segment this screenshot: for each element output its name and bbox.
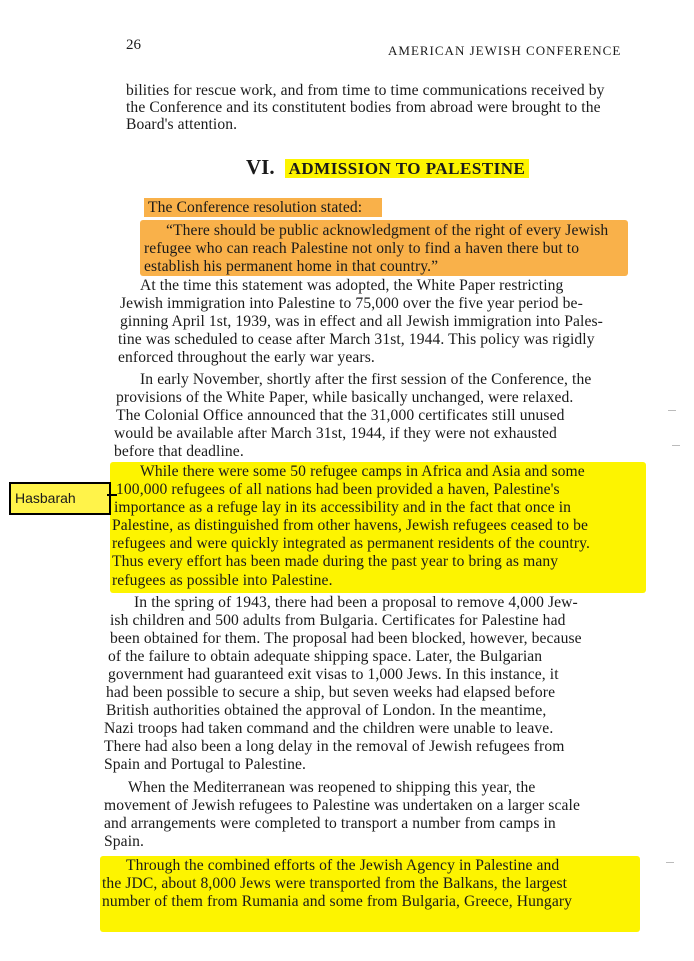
- scan-mark: [666, 862, 674, 863]
- text-line: At the time this statement was adopted, the White Paper restricting: [140, 277, 564, 294]
- text-line: ginning April 1st, 1939, was in effect and all Jewish immigration into Pales-: [120, 313, 603, 330]
- text-line: Spain and Portugal to Palestine.: [104, 756, 306, 773]
- text-line: Through the combined efforts of the Jewish Agency in Palestine and: [126, 857, 560, 874]
- text-line: Thus every effort has been made during the past year to bring as many: [112, 553, 559, 570]
- text-line: “There should be public acknowledgment of the right of every Jewish: [166, 222, 609, 239]
- running-head: AMERICAN JEWISH CONFERENCE: [388, 43, 622, 58]
- text-line: 100,000 refugees of all nations had been provided a haven, Palestine's: [116, 481, 560, 498]
- text-line: When the Mediterranean was reopened to shipping this year, the: [128, 779, 536, 796]
- hasbarah-annotation: Hasbarah: [9, 482, 111, 515]
- text-line: The Colonial Office announced that the 31,000 certificates still unused: [116, 407, 565, 424]
- text-line: enforced throughout the early war years.: [118, 349, 375, 366]
- text-line: ish children and 500 adults from Bulgaria. Certificates for Palestine had: [110, 612, 566, 629]
- text-line: refugees as possible into Palestine.: [112, 572, 333, 589]
- text-line: and arrangements were completed to transport a number from camps in: [104, 815, 556, 832]
- text-line: British authorities obtained the approval of London. In the meantime,: [106, 702, 547, 719]
- text-line: the Conference and its constitutent bodies from abroad were brought to the: [126, 99, 601, 116]
- text-line: had been possible to secure a ship, but seven weeks had elapsed before: [106, 684, 556, 701]
- text-line: before that deadline.: [114, 443, 244, 460]
- text-line: In the spring of 1943, there had been a proposal to remove 4,000 Jew-: [134, 594, 578, 611]
- text-line: There had also been a long delay in the removal of Jewish refugees from: [104, 738, 565, 755]
- text-line: the JDC, about 8,000 Jews were transported from the Balkans, the largest: [102, 875, 568, 892]
- text-line: refugees and were quickly integrated as permanent residents of the country.: [112, 535, 591, 552]
- section-title: ADMISSION TO PALESTINE: [285, 159, 530, 178]
- text-line: tine was scheduled to cease after March 31st, 1944. This policy was rigidly: [118, 331, 595, 348]
- text-line: The Conference resolution stated:: [148, 199, 363, 216]
- text-line: Jewish immigration into Palestine to 75,000 over the five year period be-: [120, 295, 583, 312]
- section-heading: [246, 155, 529, 180]
- text-line: Spain.: [104, 833, 145, 850]
- text-line: provisions of the White Paper, while basically unchanged, were relaxed.: [116, 389, 574, 406]
- section-number: VI.: [246, 155, 275, 179]
- text-line: While there were some 50 refugee camps in Africa and Asia and some: [140, 463, 585, 480]
- text-line: Palestine, as distinguished from other havens, Jewish refugees ceased to be: [112, 517, 589, 534]
- text-line: government had guaranteed exit visas to 1,000 Jews. In this instance, it: [108, 666, 559, 683]
- text-line: Board's attention.: [126, 116, 238, 133]
- text-line: importance as a refuge lay in its accessibility and in the fact that once in: [114, 499, 572, 516]
- text-line: would be available after March 31st, 1944, if they were not exhausted: [114, 425, 557, 442]
- scan-mark: [672, 445, 680, 446]
- text-line: refugee who can reach Palestine not only to find a haven there but to: [144, 240, 580, 257]
- text-line: number of them from Rumania and some from Bulgaria, Greece, Hungary: [102, 893, 573, 910]
- text-line: Nazi troops had taken command and the children were unable to leave.: [104, 720, 554, 737]
- text-line: been obtained for them. The proposal had been blocked, however, because: [110, 630, 582, 647]
- scan-mark: [668, 410, 676, 411]
- page-number: 26: [126, 37, 141, 53]
- text-line: In early November, shortly after the first session of the Conference, the: [140, 371, 592, 388]
- text-line: of the failure to obtain adequate shipping space. Later, the Bulgarian: [108, 648, 543, 665]
- text-line: movement of Jewish refugees to Palestine was undertaken on a larger scale: [104, 797, 580, 814]
- text-line: establish his permanent home in that country.”: [144, 258, 439, 275]
- text-line: bilities for rescue work, and from time to time communications received by: [126, 82, 605, 99]
